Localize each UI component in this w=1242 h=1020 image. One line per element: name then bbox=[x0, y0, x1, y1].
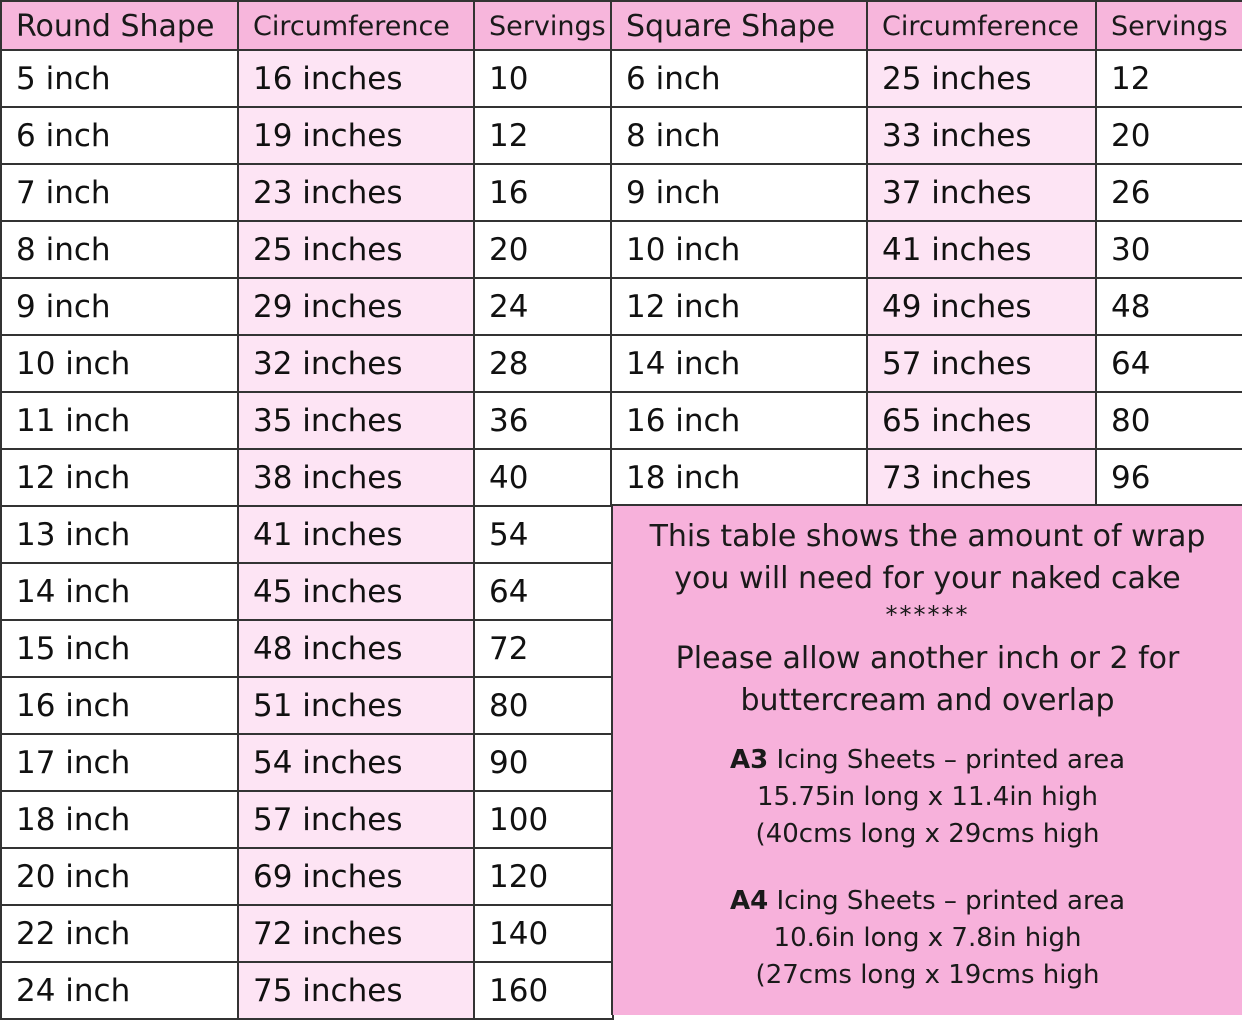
round-servings-header: Servings bbox=[474, 1, 613, 50]
square-servings-cell: 96 bbox=[1096, 449, 1242, 506]
square-servings-cell: 30 bbox=[1096, 221, 1242, 278]
square-servings-cell: 20 bbox=[1096, 107, 1242, 164]
square-servings-cell: 80 bbox=[1096, 392, 1242, 449]
round-circumference-cell: 23 inches bbox=[238, 164, 474, 221]
round-circumference-cell: 54 inches bbox=[238, 734, 474, 791]
allow-line-2: buttercream and overlap bbox=[740, 683, 1115, 718]
round-servings-cell: 12 bbox=[474, 107, 613, 164]
round-table-row bbox=[1, 506, 613, 563]
square-header-row bbox=[611, 1, 1242, 50]
round-circumference-cell: 41 inches bbox=[238, 506, 474, 563]
round-table-row bbox=[1, 620, 613, 677]
round-servings-cell: 20 bbox=[474, 221, 613, 278]
round-servings-cell: 16 bbox=[474, 164, 613, 221]
round-shape-header: Round Shape bbox=[1, 1, 238, 50]
round-size-cell: 12 inch bbox=[1, 449, 238, 506]
round-circumference-cell: 32 inches bbox=[238, 335, 474, 392]
round-servings-cell: 36 bbox=[474, 392, 613, 449]
square-circumference-cell: 65 inches bbox=[867, 392, 1096, 449]
square-size-cell: 10 inch bbox=[611, 221, 867, 278]
square-table-row bbox=[611, 164, 1242, 221]
round-servings-cell: 160 bbox=[474, 962, 613, 1019]
round-size-cell: 20 inch bbox=[1, 848, 238, 905]
intro-text bbox=[613, 506, 1242, 600]
round-servings-cell: 90 bbox=[474, 734, 613, 791]
a3-title-text: Icing Sheets – printed area bbox=[768, 745, 1125, 775]
round-servings-cell: 64 bbox=[474, 563, 613, 620]
square-table-row bbox=[611, 392, 1242, 449]
square-circumference-cell: 25 inches bbox=[867, 50, 1096, 107]
round-circumference-cell: 45 inches bbox=[238, 563, 474, 620]
a3-cms: (40cms long x 29cms high bbox=[755, 819, 1100, 849]
square-table-row bbox=[611, 278, 1242, 335]
round-table-row bbox=[1, 221, 613, 278]
round-size-cell: 17 inch bbox=[1, 734, 238, 791]
round-circumference-cell: 16 inches bbox=[238, 50, 474, 107]
square-circumference-cell: 73 inches bbox=[867, 449, 1096, 506]
square-servings-cell: 12 bbox=[1096, 50, 1242, 107]
square-circumference-cell: 49 inches bbox=[867, 278, 1096, 335]
round-size-cell: 18 inch bbox=[1, 791, 238, 848]
round-servings-cell: 28 bbox=[474, 335, 613, 392]
square-table-row bbox=[611, 335, 1242, 392]
round-circumference-cell: 57 inches bbox=[238, 791, 474, 848]
round-size-cell: 7 inch bbox=[1, 164, 238, 221]
square-circumference-cell: 57 inches bbox=[867, 335, 1096, 392]
wrap-info-panel bbox=[611, 504, 1242, 1015]
round-size-cell: 8 inch bbox=[1, 221, 238, 278]
round-table-row bbox=[1, 449, 613, 506]
round-table-row bbox=[1, 278, 613, 335]
square-servings-header: Servings bbox=[1096, 1, 1242, 50]
round-circumference-header: Circumference bbox=[238, 1, 474, 50]
allowance-note bbox=[613, 638, 1242, 722]
round-servings-cell: 24 bbox=[474, 278, 613, 335]
round-table-row bbox=[1, 335, 613, 392]
round-servings-cell: 80 bbox=[474, 677, 613, 734]
round-header-row bbox=[1, 1, 613, 50]
square-size-cell: 9 inch bbox=[611, 164, 867, 221]
allow-line-1: Please allow another inch or 2 for bbox=[675, 641, 1180, 676]
round-circumference-cell: 25 inches bbox=[238, 221, 474, 278]
square-servings-cell: 64 bbox=[1096, 335, 1242, 392]
star-divider: ****** bbox=[885, 601, 970, 629]
square-table-row bbox=[611, 449, 1242, 506]
round-servings-cell: 54 bbox=[474, 506, 613, 563]
square-size-cell: 14 inch bbox=[611, 335, 867, 392]
round-circumference-cell: 48 inches bbox=[238, 620, 474, 677]
square-size-cell: 16 inch bbox=[611, 392, 867, 449]
square-size-cell: 8 inch bbox=[611, 107, 867, 164]
round-circumference-cell: 35 inches bbox=[238, 392, 474, 449]
round-servings-cell: 140 bbox=[474, 905, 613, 962]
square-circumference-cell: 33 inches bbox=[867, 107, 1096, 164]
a4-title-text: Icing Sheets – printed area bbox=[768, 886, 1125, 916]
round-circumference-cell: 72 inches bbox=[238, 905, 474, 962]
round-size-cell: 11 inch bbox=[1, 392, 238, 449]
round-cake-table bbox=[0, 0, 614, 1020]
round-servings-cell: 40 bbox=[474, 449, 613, 506]
round-servings-cell: 120 bbox=[474, 848, 613, 905]
round-size-cell: 13 inch bbox=[1, 506, 238, 563]
square-shape-header: Square Shape bbox=[611, 1, 867, 50]
round-size-cell: 10 inch bbox=[1, 335, 238, 392]
square-size-cell: 12 inch bbox=[611, 278, 867, 335]
square-circumference-header: Circumference bbox=[867, 1, 1096, 50]
a3-title bbox=[613, 742, 1242, 779]
round-table-row bbox=[1, 392, 613, 449]
round-table-row bbox=[1, 107, 613, 164]
square-table-row bbox=[611, 221, 1242, 278]
round-table-row bbox=[1, 677, 613, 734]
square-size-cell: 18 inch bbox=[611, 449, 867, 506]
square-servings-cell: 48 bbox=[1096, 278, 1242, 335]
round-size-cell: 5 inch bbox=[1, 50, 238, 107]
round-size-cell: 14 inch bbox=[1, 563, 238, 620]
a4-cms: (27cms long x 19cms high bbox=[755, 960, 1100, 990]
round-table-row bbox=[1, 962, 613, 1019]
round-circumference-cell: 51 inches bbox=[238, 677, 474, 734]
round-table-row bbox=[1, 563, 613, 620]
square-servings-cell: 26 bbox=[1096, 164, 1242, 221]
round-size-cell: 6 inch bbox=[1, 107, 238, 164]
round-circumference-cell: 75 inches bbox=[238, 962, 474, 1019]
round-size-cell: 16 inch bbox=[1, 677, 238, 734]
a3-inches: 15.75in long x 11.4in high bbox=[757, 782, 1098, 812]
a4-inches: 10.6in long x 7.8in high bbox=[773, 923, 1082, 953]
round-servings-cell: 10 bbox=[474, 50, 613, 107]
round-size-cell: 22 inch bbox=[1, 905, 238, 962]
round-table-row bbox=[1, 791, 613, 848]
square-size-cell: 6 inch bbox=[611, 50, 867, 107]
round-table-row bbox=[1, 848, 613, 905]
a3-label: A3 bbox=[730, 745, 769, 775]
a4-sheet-info bbox=[613, 883, 1242, 994]
round-circumference-cell: 29 inches bbox=[238, 278, 474, 335]
round-servings-cell: 72 bbox=[474, 620, 613, 677]
square-table-row bbox=[611, 50, 1242, 107]
a3-sheet-info bbox=[613, 742, 1242, 853]
square-cake-table bbox=[610, 0, 1242, 507]
round-table-row bbox=[1, 164, 613, 221]
round-circumference-cell: 19 inches bbox=[238, 107, 474, 164]
round-size-cell: 9 inch bbox=[1, 278, 238, 335]
round-circumference-cell: 69 inches bbox=[238, 848, 474, 905]
round-table-row bbox=[1, 734, 613, 791]
a4-title bbox=[613, 883, 1242, 920]
round-table-row bbox=[1, 50, 613, 107]
round-size-cell: 15 inch bbox=[1, 620, 238, 677]
round-table-row bbox=[1, 905, 613, 962]
a4-label: A4 bbox=[730, 886, 769, 916]
round-servings-cell: 100 bbox=[474, 791, 613, 848]
square-table-row bbox=[611, 107, 1242, 164]
round-circumference-cell: 38 inches bbox=[238, 449, 474, 506]
round-size-cell: 24 inch bbox=[1, 962, 238, 1019]
square-circumference-cell: 37 inches bbox=[867, 164, 1096, 221]
square-circumference-cell: 41 inches bbox=[867, 221, 1096, 278]
intro-line-2: you will need for your naked cake bbox=[674, 561, 1181, 596]
intro-line-1: This table shows the amount of wrap bbox=[649, 519, 1206, 554]
